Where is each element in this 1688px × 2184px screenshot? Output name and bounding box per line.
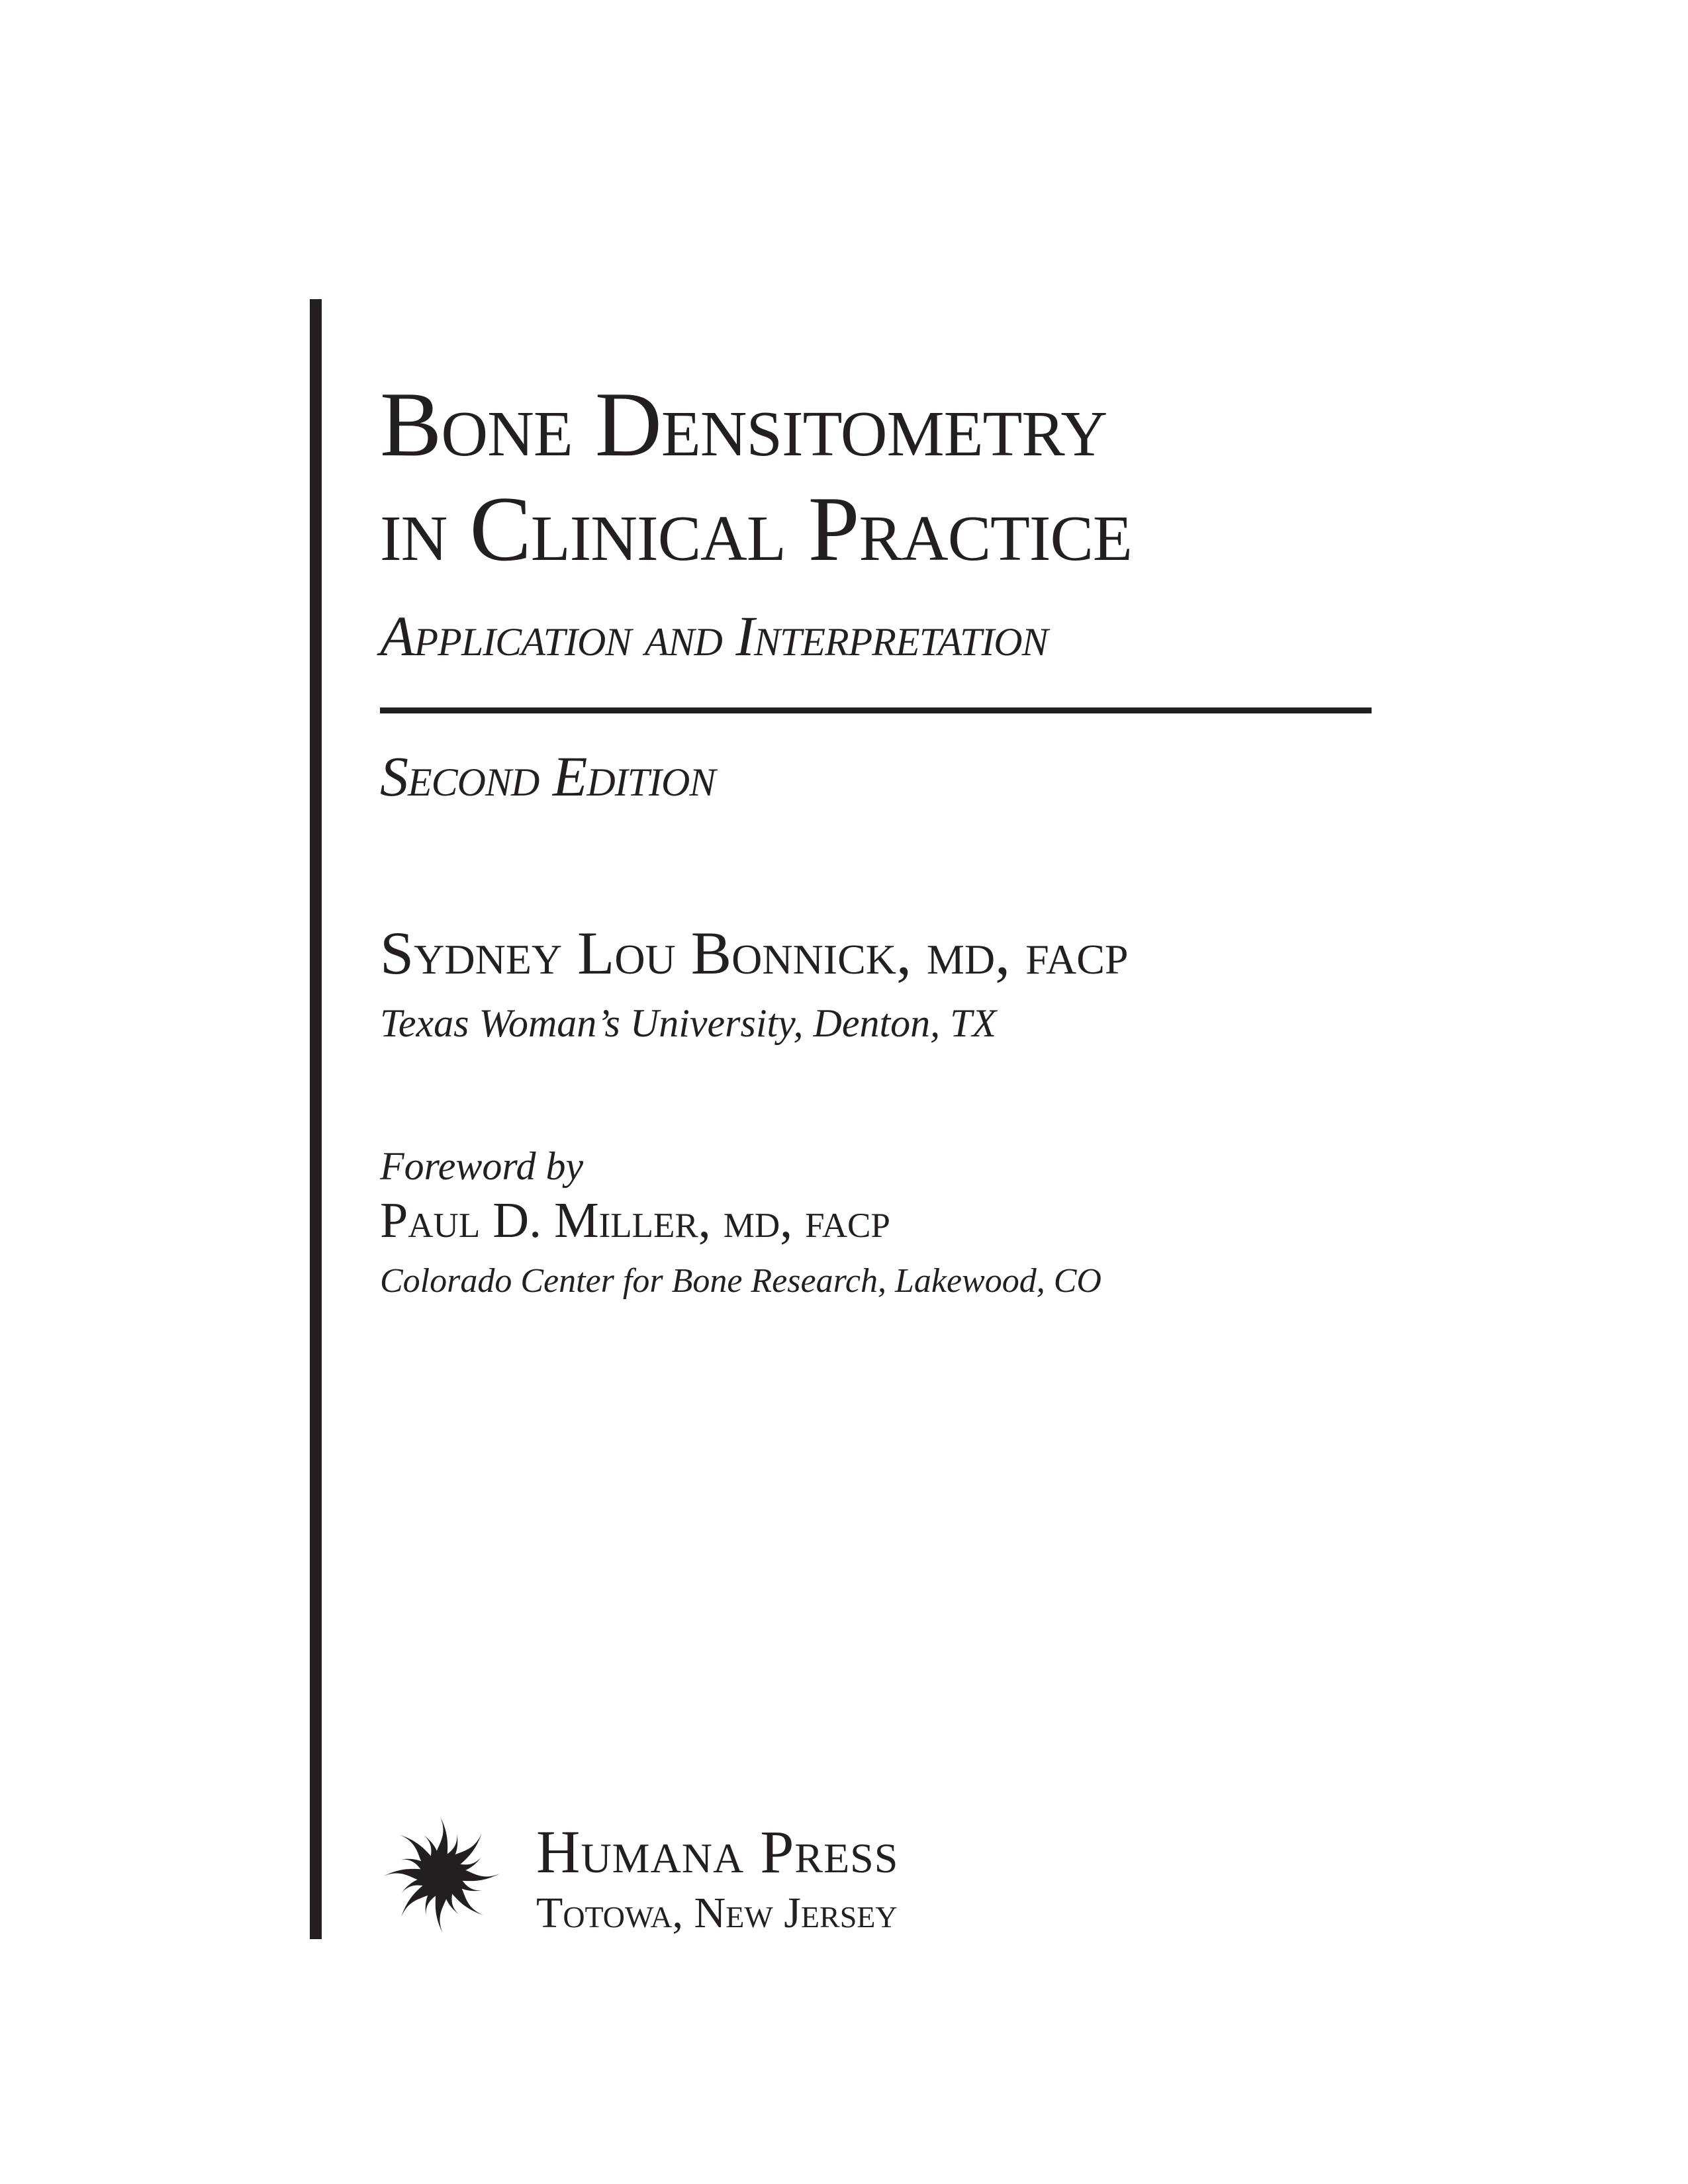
book-title-line-1: Bone Densitometry xyxy=(380,373,1107,476)
book-subtitle: Application and Interpretation xyxy=(380,604,1048,668)
humana-sun-icon xyxy=(383,1812,500,1938)
horizontal-rule xyxy=(380,707,1372,713)
foreword-label: Foreword by xyxy=(380,1144,584,1188)
vertical-rule xyxy=(310,299,322,1939)
publisher-name: Humana Press xyxy=(536,1818,899,1886)
book-title-line-2: in Clinical Practice xyxy=(380,478,1132,580)
edition-label: Second Edition xyxy=(380,745,716,808)
foreword-author-name: Paul D. Miller, md, facp xyxy=(380,1193,890,1248)
author-name: Sydney Lou Bonnick, md, facp xyxy=(380,919,1129,987)
publisher-location: Totowa, New Jersey xyxy=(536,1889,898,1937)
foreword-author-affiliation: Colorado Center for Bone Research, Lakewood, CO xyxy=(380,1262,1102,1300)
author-affiliation: Texas Woman’s University, Denton, TX xyxy=(380,1001,997,1045)
